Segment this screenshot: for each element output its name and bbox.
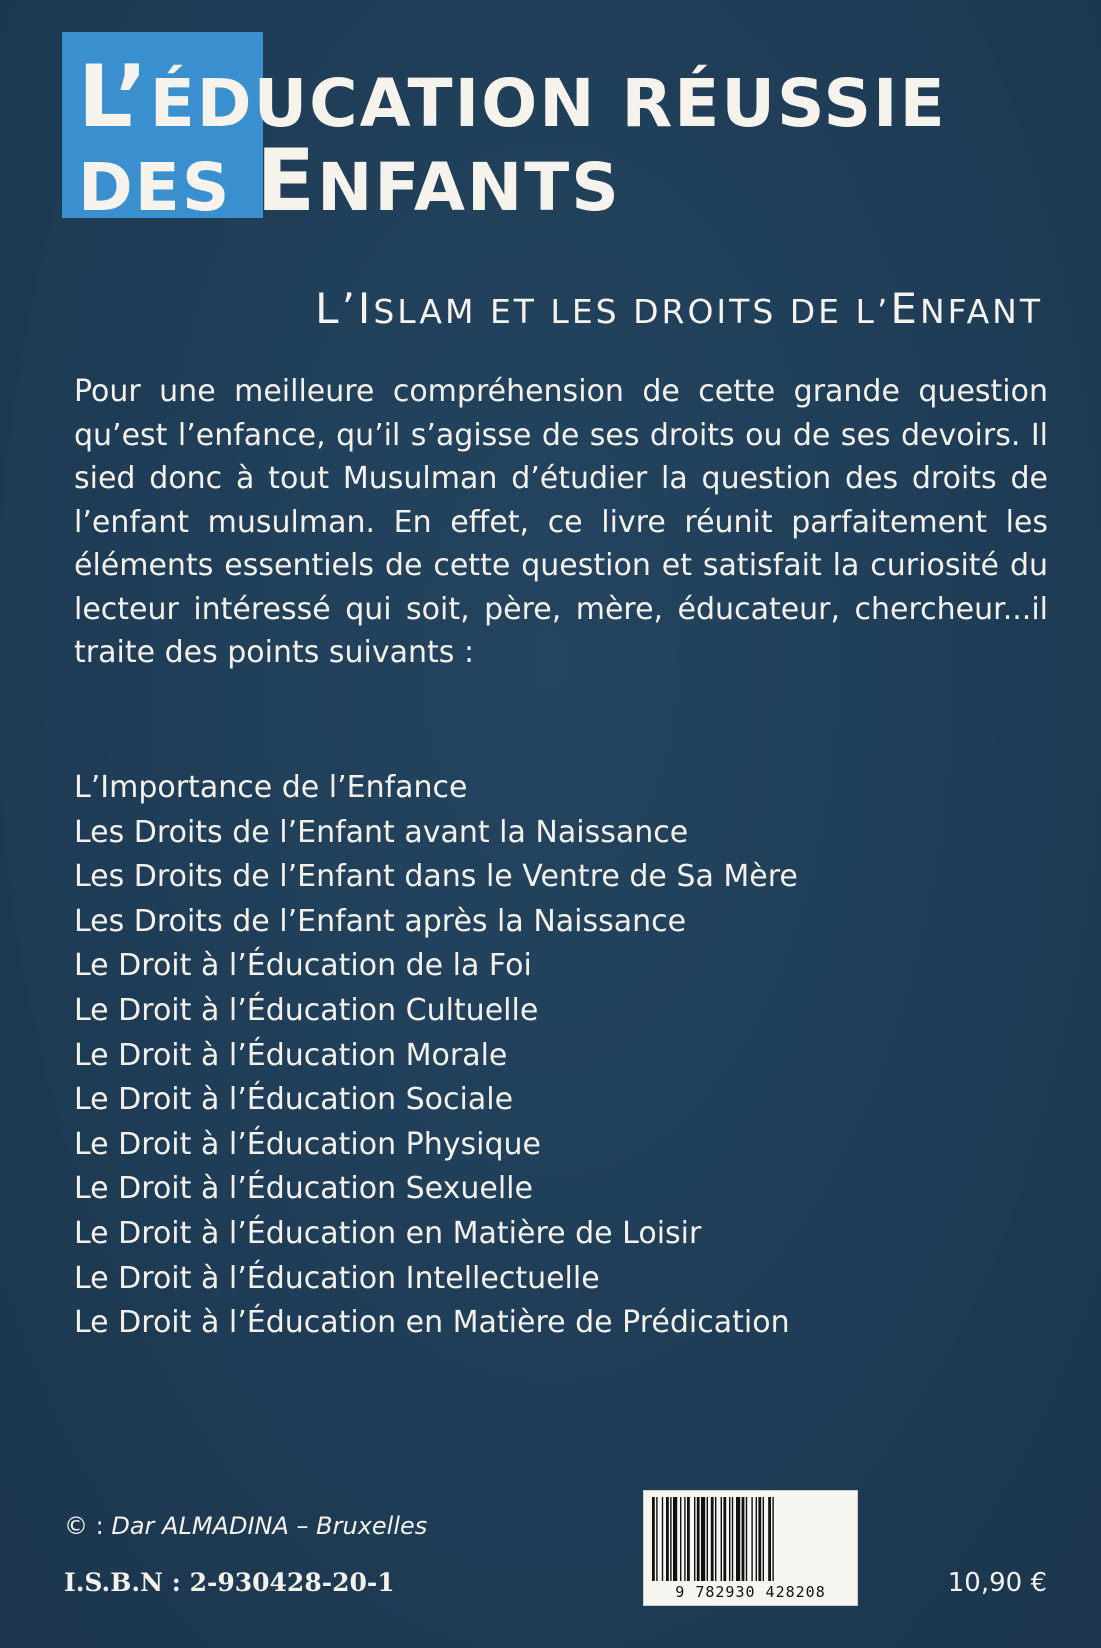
- barcode-bar: [670, 1497, 671, 1581]
- barcode-bar: [772, 1497, 773, 1581]
- barcode-bar: [751, 1497, 752, 1581]
- list-item: Les Droits de l’Enfant avant la Naissance: [74, 814, 689, 850]
- list-item: Le Droit à l’Éducation Sociale: [74, 1082, 514, 1118]
- subtitle-part-2: NFANT: [919, 292, 1043, 331]
- barcode-bar: [673, 1497, 677, 1581]
- title-initial-1: L’: [78, 47, 150, 147]
- barcode-bar: [723, 1497, 726, 1581]
- list-item: Le Droit à l’Éducation Morale: [74, 1037, 508, 1073]
- list-item: L’Importance de l’Enfance: [74, 770, 468, 805]
- title-line-2: [78, 131, 621, 231]
- barcode: [643, 1490, 858, 1606]
- barcode-bar: [666, 1497, 669, 1581]
- copyright-line: [64, 1512, 427, 1540]
- intro-paragraph: Pour une meilleure compréhension de cette grande question qu’est l’enfance, qu’il s’agisse de ses droits ou de ses devoirs. Il sied donc à tout Musulman d’étudier la question des droits de l’enfant musulman. En effet, ce livre réunit parfaitement les éléments essentiels de cette question et satisfait la curiosité du lecteur intéressé qui soit, père, mère, éducateur, chercheur...il traite des points suivants :: [74, 374, 1048, 670]
- subtitle-cap-1: L’I: [315, 284, 374, 333]
- topics-list: [74, 766, 798, 1346]
- list-item: Le Droit à l’Éducation de la Foi: [74, 948, 532, 984]
- barcode-bar: [742, 1497, 745, 1581]
- title-initial-2: E: [256, 131, 318, 231]
- list-item: Les Droits de l’Enfant après la Naissance: [74, 903, 687, 939]
- title-line-2-rest: NFANTS: [317, 149, 621, 226]
- barcode-bars: [650, 1497, 851, 1581]
- list-item: Le Droit à l’Éducation Sexuelle: [74, 1171, 533, 1207]
- list-item: Le Droit à l’Éducation Physique: [74, 1126, 541, 1162]
- publisher-name: Dar ALMADINA – Bruxelles: [111, 1512, 428, 1540]
- barcode-bar: [701, 1497, 705, 1581]
- barcode-bar: [756, 1497, 757, 1581]
- list-item: Le Droit à l’Éducation en Matière de Loisir: [74, 1215, 702, 1251]
- barcode-bar: [736, 1497, 740, 1581]
- barcode-bar: [684, 1497, 685, 1581]
- book-subtitle: [315, 284, 1043, 333]
- barcode-bar: [732, 1497, 733, 1581]
- barcode-bar: [707, 1497, 708, 1581]
- price: 10,90 €: [947, 1568, 1047, 1598]
- barcode-bar: [721, 1497, 722, 1581]
- barcode-bar: [729, 1497, 730, 1581]
- list-item: Le Droit à l’Éducation Intellectuelle: [74, 1260, 600, 1296]
- barcode-bar: [711, 1497, 714, 1581]
- barcode-digits: 9 782930 428208: [675, 1583, 826, 1601]
- book-title: [62, 32, 1047, 231]
- barcode-bar: [746, 1497, 747, 1581]
- barcode-bar: [680, 1497, 681, 1581]
- title-line-1-rest: ÉDUCATION RÉUSSIE: [149, 65, 947, 142]
- barcode-bar: [768, 1497, 771, 1581]
- copyright-symbol: © :: [64, 1512, 104, 1540]
- list-item: Le Droit à l’Éducation en Matière de Prédication: [74, 1305, 790, 1341]
- isbn-number: I.S.B.N : 2-930428-20-1: [64, 1568, 395, 1597]
- subtitle-part-1: SLAM ET LES DROITS DE L’: [373, 292, 891, 331]
- list-item: Les Droits de l’Enfant dans le Ventre de Sa Mère: [74, 859, 798, 895]
- barcode-bar: [694, 1497, 695, 1581]
- barcode-bar: [662, 1497, 663, 1581]
- barcode-bar: [763, 1497, 764, 1581]
- subtitle-cap-2: E: [890, 284, 920, 333]
- title-line-1: [78, 47, 947, 147]
- barcode-bar: [697, 1497, 700, 1581]
- barcode-bar: [656, 1497, 657, 1581]
- barcode-bar: [715, 1497, 716, 1581]
- barcode-bar: [758, 1497, 761, 1581]
- title-line-2-part1: DES: [78, 149, 257, 226]
- barcode-bar: [687, 1497, 690, 1581]
- barcode-bar: [652, 1497, 655, 1581]
- list-item: Le Droit à l’Éducation Cultuelle: [74, 992, 539, 1028]
